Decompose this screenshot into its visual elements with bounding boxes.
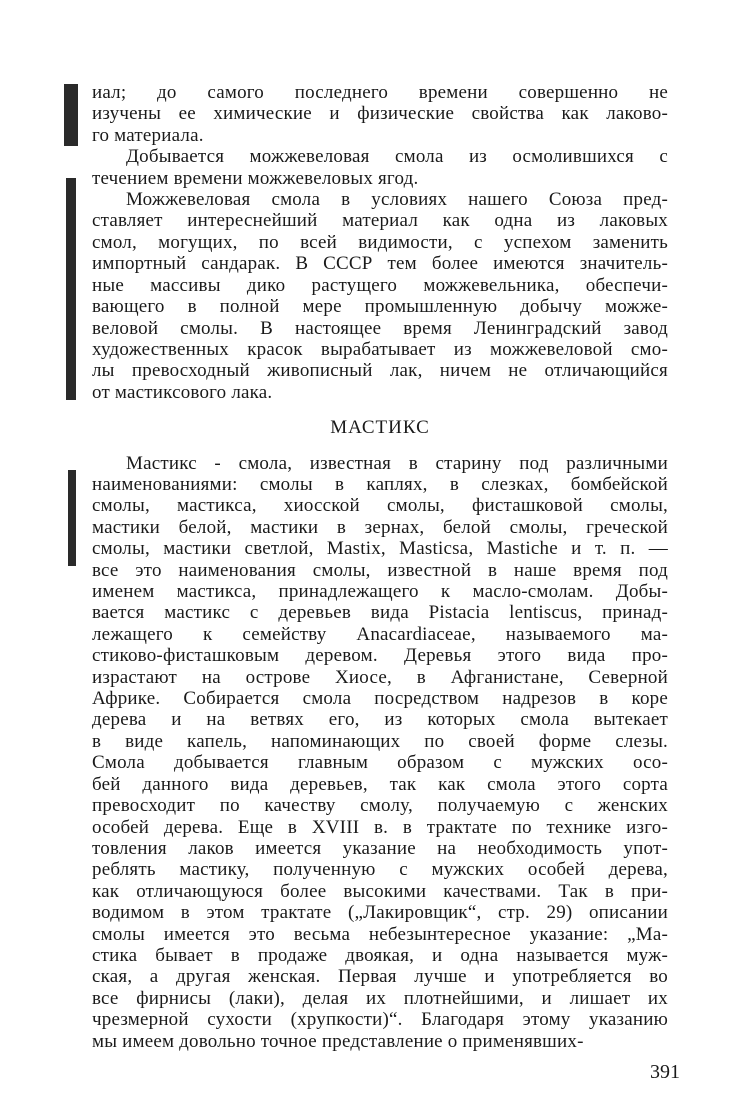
page-number: 391: [650, 1061, 680, 1083]
text-line: ставляет интереснейший материал как одна из лаковых: [92, 210, 668, 231]
text-line: изучены ее химические и физические свойства как лаково-: [92, 103, 668, 124]
text-line: стиково-фисташковым деревом. Деревья этого вида про-: [92, 645, 668, 666]
text-line: стика бывает в продаже двоякая, и одна называется муж-: [92, 945, 668, 966]
text-line: иал; до самого последнего времени совершенно не: [92, 82, 668, 103]
text-line: смол, могущих, по всей видимости, с успехом заменить: [92, 232, 668, 253]
text-line: водимом в этом трактате („Лакировщик“, стр. 29) описании: [92, 902, 668, 923]
text-line: именем мастикса, принадлежащего к масло-смолам. Добы-: [92, 581, 668, 602]
text-line: товления лаков имеется указание на необходимость упот-: [92, 838, 668, 859]
text-line: течением времени можжевеловых ягод.: [92, 168, 419, 189]
text-line: мы имеем довольно точное представление о применявших-: [92, 1031, 584, 1052]
text-line: от мастиксового лака.: [92, 382, 273, 403]
text-line: в виде капель, напоминающих по своей форме слезы.: [92, 731, 668, 752]
text-line: Добывается можжевеловая смола из осмолившихся с: [126, 146, 668, 167]
text-line: лы превосходный живописный лак, ничем не отличающийся: [92, 360, 668, 381]
scan-margin-mark: [64, 84, 78, 146]
text-line: вается мастикс с деревьев вида Pistacia lentiscus, принад-: [92, 602, 668, 623]
text-line: мастики белой, мастики в зернах, белой смолы, греческой: [92, 517, 668, 538]
text-line: израстают на острове Хиосе, в Афганистане, Северной: [92, 667, 668, 688]
section-heading: МАСТИКС: [330, 417, 430, 438]
text-line: дерева и на ветвях его, из которых смола вытекает: [92, 709, 668, 730]
text-line: как отличающуюся более высокими качествами. Так в при-: [92, 881, 668, 902]
text-line: наименованиями: смолы в каплях, в слезках, бомбейской: [92, 474, 668, 495]
scan-margin-mark: [66, 178, 76, 400]
text-line: художественных красок вырабатывает из можжевеловой смо-: [92, 339, 668, 360]
text-line: го материала.: [92, 125, 204, 146]
text-line: Африке. Собирается смола посредством надрезов в коре: [92, 688, 668, 709]
text-line: Мастикс - смола, известная в старину под различными: [126, 453, 668, 474]
text-line: превосходит по качеству смолу, получаемую с женских: [92, 795, 668, 816]
text-line: бей данного вида деревьев, так как смола этого сорта: [92, 774, 668, 795]
text-line: ская, а другая женская. Первая лучше и употребляется во: [92, 966, 668, 987]
text-line: лежащего к семейству Anacardiaceae, называемого ма-: [92, 624, 668, 645]
text-line: Смола добывается главным образом с мужских осо-: [92, 752, 668, 773]
text-line: чрезмерной сухости (хрупкости)“. Благодаря этому указанию: [92, 1009, 668, 1030]
text-line: смолы, мастики светлой, Mastix, Masticsa, Mastiche и т. п. —: [92, 538, 668, 559]
text-line: реблять мастику, полученную с мужских особей дерева,: [92, 859, 668, 880]
text-line: ные массивы дико растущего можжевельника, обеспечи-: [92, 275, 668, 296]
text-line: все фирнисы (лаки), делая их плотнейшими, и лишает их: [92, 988, 668, 1009]
text-line: веловой смолы. В настоящее время Ленинградский завод: [92, 318, 668, 339]
text-line: особей дерева. Еще в XVIII в. в трактате по технике изго-: [92, 817, 668, 838]
text-line: импортный сандарак. В СССР тем более имеются значитель-: [92, 253, 668, 274]
text-line: смолы, мастикса, хиосской смолы, фисташковой смолы,: [92, 495, 668, 516]
text-line: Можжевеловая смола в условиях нашего Союза пред-: [126, 189, 668, 210]
text-line: все это наименования смолы, известной в наше время под: [92, 560, 668, 581]
text-line: смолы имеется это весьма небезынтересное указание: „Ма-: [92, 924, 668, 945]
text-line: вающего в полной мере промышленную добычу можже-: [92, 296, 668, 317]
scan-margin-mark: [68, 470, 76, 566]
